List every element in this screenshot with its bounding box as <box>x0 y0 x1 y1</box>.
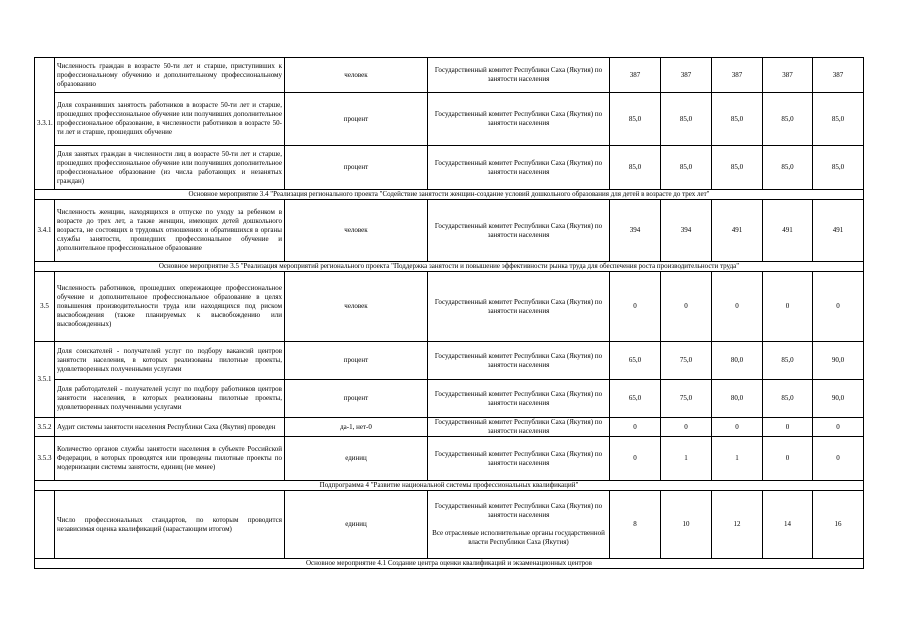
value-cell: 387 <box>661 58 712 93</box>
value-cell: 85,0 <box>763 93 813 146</box>
section-row <box>35 481 864 491</box>
table-row <box>35 491 864 559</box>
value-cell: 8 <box>610 491 661 559</box>
value-cell: 85,0 <box>661 93 712 146</box>
row-number: 3.4.1 <box>35 200 55 262</box>
org-cell: Государственный комитет Республики Саха (Якутия) по занятости населения <box>428 146 610 190</box>
value-cell: 491 <box>813 200 864 262</box>
section-heading: Основное мероприятие 3.5 "Реализация мероприятий регионального проекта "Поддержка занятости и повышение эффективности рынка труда для обеспечения роста производительности труда" <box>35 262 864 272</box>
indicator-cell: Аудит системы занятости населения Республики Саха (Якутия) проведен <box>55 418 285 437</box>
row-number <box>35 491 55 559</box>
table-row <box>35 200 864 262</box>
indicator-cell: Доля сохранивших занятость работников в возрасте 50-ти лет и старше, прошедших профессиональное обучение или получивших дополнительное профессиональное образование, в численности работников в возрасте 50-ти лет и старше, прошедших обучение <box>55 93 285 146</box>
indicators-table <box>34 57 864 569</box>
value-cell: 90,0 <box>813 342 864 380</box>
value-cell: 85,0 <box>661 146 712 190</box>
value-cell: 0 <box>763 437 813 481</box>
value-cell: 387 <box>610 58 661 93</box>
section-row <box>35 262 864 272</box>
indicator-cell: Численность граждан в возрасте 50-ти лет и старше, приступивших к профессиональному обучению и дополнительному профессиональному образованию <box>55 58 285 93</box>
indicator-cell: Доля занятых граждан в численности лиц в возрасте 50-ти лет и старше, прошедших профессиональное обучение или получивших дополнительное профессиональное образование (из числа работающих и незанятых граждан) <box>55 146 285 190</box>
org-secondary: Все отраслевые исполнительные органы государственной власти Республики Саха (Якутия) <box>432 529 605 546</box>
value-cell: 85,0 <box>763 342 813 380</box>
unit-cell: человек <box>285 272 428 342</box>
indicator-cell: Число профессиональных стандартов, по которым проводится независимая оценка квалификаций (нарастающим итогом) <box>55 491 285 559</box>
value-cell: 16 <box>813 491 864 559</box>
section-row <box>35 190 864 200</box>
value-cell: 85,0 <box>813 93 864 146</box>
value-cell: 65,0 <box>610 342 661 380</box>
value-cell: 75,0 <box>661 342 712 380</box>
org-primary: Государственный комитет Республики Саха (Якутия) по занятости населения <box>434 502 603 519</box>
value-cell: 75,0 <box>661 380 712 418</box>
section-heading: Основное мероприятие 3.4 "Реализация регионального проекта "Содействие занятости женщин-создание условий дошкольного образования для детей в возрасте до трех лет" <box>35 190 864 200</box>
org-cell: Государственный комитет Республики Саха (Якутия) по занятости населения <box>428 342 610 380</box>
unit-cell: процент <box>285 342 428 380</box>
value-cell: 394 <box>610 200 661 262</box>
value-cell: 85,0 <box>610 146 661 190</box>
subprogram-heading: Подпрограмма 4 "Развитие национальной системы профессиональных квалификаций" <box>35 481 864 491</box>
value-cell: 0 <box>813 272 864 342</box>
value-cell: 12 <box>712 491 763 559</box>
table-row <box>35 146 864 190</box>
org-cell: Государственный комитет Республики Саха (Якутия) по занятости населения <box>428 58 610 93</box>
value-cell: 85,0 <box>813 146 864 190</box>
value-cell: 1 <box>661 437 712 481</box>
value-cell: 0 <box>661 272 712 342</box>
value-cell: 80,0 <box>712 342 763 380</box>
table-row <box>35 418 864 437</box>
indicator-cell: Доля соискателей - получателей услуг по подбору вакансий центров занятости населения, в которых реализованы пилотные проекты, удовлетворенных полученными услугами <box>55 342 285 380</box>
value-cell: 0 <box>712 418 763 437</box>
unit-cell: процент <box>285 146 428 190</box>
indicator-cell: Доля работодателей - получателей услуг по подбору работников центров занятости населения, в которых реализованы пилотные проекты, удовлетворенных полученными услугами <box>55 380 285 418</box>
value-cell: 85,0 <box>763 146 813 190</box>
unit-cell: единиц <box>285 491 428 559</box>
value-cell: 0 <box>610 437 661 481</box>
value-cell: 0 <box>813 418 864 437</box>
value-cell: 0 <box>610 272 661 342</box>
org-cell: Государственный комитет Республики Саха (Якутия) по занятости населения <box>428 272 610 342</box>
indicator-cell: Количество органов службы занятости населения в субъекте Российской Федерации, в которых проводятся или проведены пилотные проекты по модернизации системы занятости, единиц (не менее) <box>55 437 285 481</box>
unit-cell: человек <box>285 200 428 262</box>
value-cell: 0 <box>763 272 813 342</box>
value-cell: 65,0 <box>610 380 661 418</box>
value-cell: 85,0 <box>712 93 763 146</box>
row-number: 3.5.1 <box>35 342 55 418</box>
unit-cell: процент <box>285 93 428 146</box>
value-cell: 85,0 <box>712 146 763 190</box>
value-cell: 1 <box>712 437 763 481</box>
value-cell: 85,0 <box>610 93 661 146</box>
unit-cell: человек <box>285 58 428 93</box>
indicator-cell: Численность работников, прошедших опережающее профессиональное обучение и дополнительное профессиональное образование в целях повышения производительности труда или находящихся под риском высвобождения (также планируемых к высвобождению или высвобожденных) <box>55 272 285 342</box>
org-cell <box>428 491 610 559</box>
value-cell: 387 <box>813 58 864 93</box>
unit-cell: да-1, нет-0 <box>285 418 428 437</box>
org-cell: Государственный комитет Республики Саха (Якутия) по занятости населения <box>428 380 610 418</box>
row-number: 3.5.3 <box>35 437 55 481</box>
section-row <box>35 559 864 569</box>
table-row <box>35 437 864 481</box>
value-cell: 14 <box>763 491 813 559</box>
unit-cell: процент <box>285 380 428 418</box>
value-cell: 387 <box>712 58 763 93</box>
org-cell: Государственный комитет Республики Саха (Якутия) по занятости населения <box>428 418 610 437</box>
indicator-cell: Численность женщин, находящихся в отпуске по уходу за ребенком в возрасте до трех лет, а также женщин, имеющих детей дошкольного возраста, не состоящих в трудовых отношениях и обратившихся в органы службы занятости, прошедших профессиональное обучение и дополнительное профессиональное образование <box>55 200 285 262</box>
value-cell: 10 <box>661 491 712 559</box>
table-row <box>35 93 864 146</box>
org-cell: Государственный комитет Республики Саха (Якутия) по занятости населения <box>428 200 610 262</box>
row-number: 3.5.2 <box>35 418 55 437</box>
table-row <box>35 272 864 342</box>
value-cell: 85,0 <box>763 380 813 418</box>
value-cell: 491 <box>712 200 763 262</box>
value-cell: 0 <box>712 272 763 342</box>
value-cell: 90,0 <box>813 380 864 418</box>
value-cell: 0 <box>763 418 813 437</box>
value-cell: 387 <box>763 58 813 93</box>
section-heading: Основное мероприятие 4.1 Создание центра оценки квалификаций и экзаменационных центров <box>35 559 864 569</box>
value-cell: 0 <box>610 418 661 437</box>
value-cell: 80,0 <box>712 380 763 418</box>
table-row <box>35 380 864 418</box>
table-row <box>35 58 864 93</box>
table-row <box>35 342 864 380</box>
org-cell: Государственный комитет Республики Саха (Якутия) по занятости населения <box>428 437 610 481</box>
value-cell: 0 <box>661 418 712 437</box>
org-cell: Государственный комитет Республики Саха (Якутия) по занятости населения <box>428 93 610 146</box>
value-cell: 0 <box>813 437 864 481</box>
value-cell: 394 <box>661 200 712 262</box>
row-number: 3.3.1. <box>35 58 55 190</box>
row-number: 3.5 <box>35 272 55 342</box>
value-cell: 491 <box>763 200 813 262</box>
unit-cell: единиц <box>285 437 428 481</box>
